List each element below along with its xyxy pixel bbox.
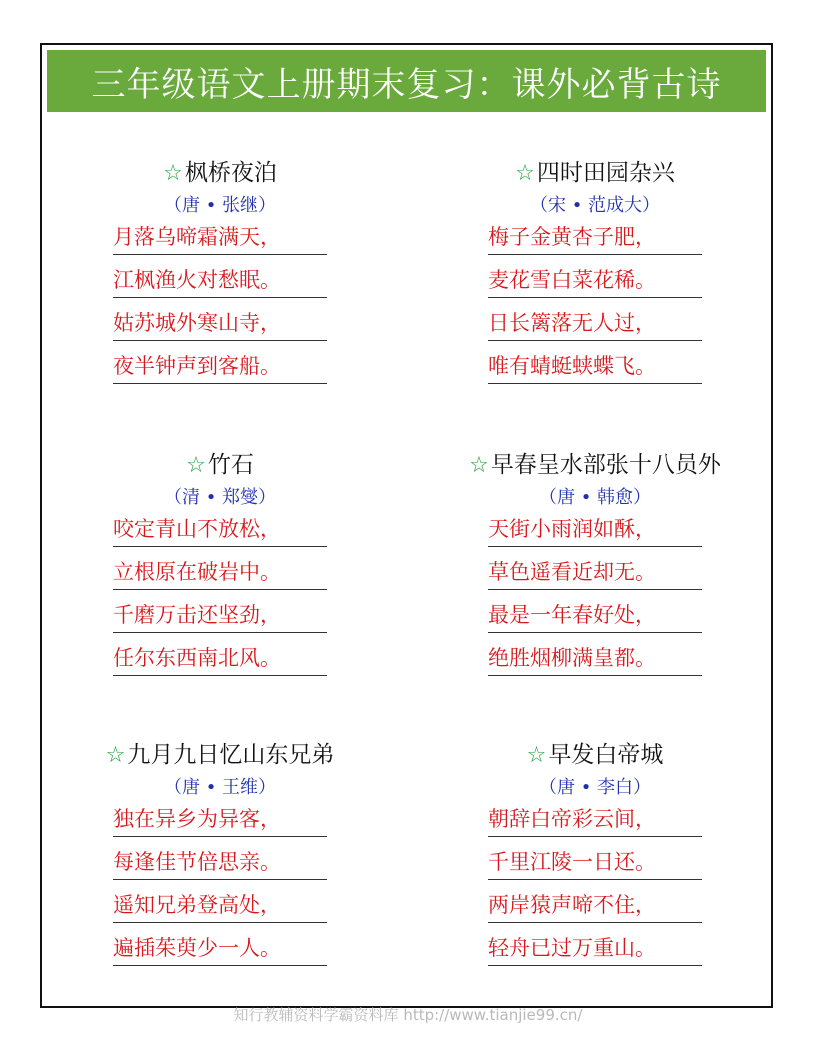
poem-title-text: 四时田园杂兴 — [536, 160, 675, 186]
poem-author: （唐 • 韩愈） — [538, 487, 652, 508]
poem-author: （唐 • 王维） — [163, 777, 277, 798]
poem-line: 咬定青山不放松， — [113, 514, 327, 547]
star-outline-icon: ☆ — [105, 743, 126, 768]
poem-title-text: 枫桥夜泊 — [184, 160, 277, 186]
star-outline-icon: ☆ — [526, 743, 547, 768]
poem-line: 月落乌啼霜满天， — [113, 222, 327, 255]
poem-block — [425, 156, 765, 394]
poem-title — [50, 738, 390, 772]
poem-line: 姑苏城外寒山寺， — [113, 308, 327, 341]
poem-line: 朝辞白帝彩云间， — [488, 804, 702, 837]
poem-title-text: 九月九日忆山东兄弟 — [127, 742, 335, 768]
poem-line: 独在异乡为异客， — [113, 804, 327, 837]
poem-line: 千里江陵一日还。 — [488, 847, 702, 880]
poem-title — [50, 448, 390, 482]
poem-line: 每逢佳节倍思亲。 — [113, 847, 327, 880]
poem-block — [50, 156, 390, 394]
poem-line: 唯有蜻蜓蛱蝶飞。 — [488, 351, 702, 384]
poem-author: （清 • 郑燮） — [163, 487, 277, 508]
poem-line: 江枫渔火对愁眠。 — [113, 265, 327, 298]
star-outline-icon: ☆ — [515, 161, 535, 186]
poem-block — [425, 738, 765, 976]
title-banner — [47, 50, 766, 112]
poem-block — [50, 738, 390, 976]
poem-block — [425, 448, 765, 686]
poem-author: （唐 • 张继） — [163, 195, 277, 216]
poem-title-text: 竹石 — [207, 452, 254, 478]
poem-title-text: 早发白帝城 — [548, 742, 664, 768]
poem-author: （唐 • 李白） — [538, 777, 652, 798]
poem-title — [425, 738, 765, 772]
star-outline-icon: ☆ — [163, 161, 183, 186]
poem-line: 千磨万击还坚劲， — [113, 600, 327, 633]
poem-title — [425, 156, 765, 190]
poem-line: 日长篱落无人过， — [488, 308, 702, 341]
poem-line: 麦花雪白菜花稀。 — [488, 265, 702, 298]
poem-line: 夜半钟声到客船。 — [113, 351, 327, 384]
poem-title — [50, 156, 390, 190]
poem-line: 绝胜烟柳满皇都。 — [488, 643, 702, 676]
poem-line: 遍插茱萸少一人。 — [113, 933, 327, 966]
poem-line: 草色遥看近却无。 — [488, 557, 702, 590]
poem-line: 梅子金黄杏子肥， — [488, 222, 702, 255]
poem-line: 轻舟已过万重山。 — [488, 933, 702, 966]
poem-title — [425, 448, 765, 482]
star-outline-icon: ☆ — [186, 453, 206, 478]
poem-line: 天街小雨润如酥， — [488, 514, 702, 547]
star-outline-icon: ☆ — [469, 453, 489, 478]
poem-line: 遥知兄弟登高处， — [113, 890, 327, 923]
poem-author: （宋 • 范成大） — [529, 195, 661, 216]
poem-block — [50, 448, 390, 686]
poem-title-text: 早春呈水部张十八员外 — [490, 452, 721, 478]
poem-line: 最是一年春好处， — [488, 600, 702, 633]
poem-line: 任尔东西南北风。 — [113, 643, 327, 676]
poem-line: 两岸猿声啼不住， — [488, 890, 702, 923]
poem-line: 立根原在破岩中。 — [113, 557, 327, 590]
page-title: 三年级语文上册期末复习：课外必背古诗 — [91, 64, 722, 105]
watermark-footer: 知行教辅资料学霸资料库 http://www.tianjie99.cn/ — [233, 1006, 583, 1024]
